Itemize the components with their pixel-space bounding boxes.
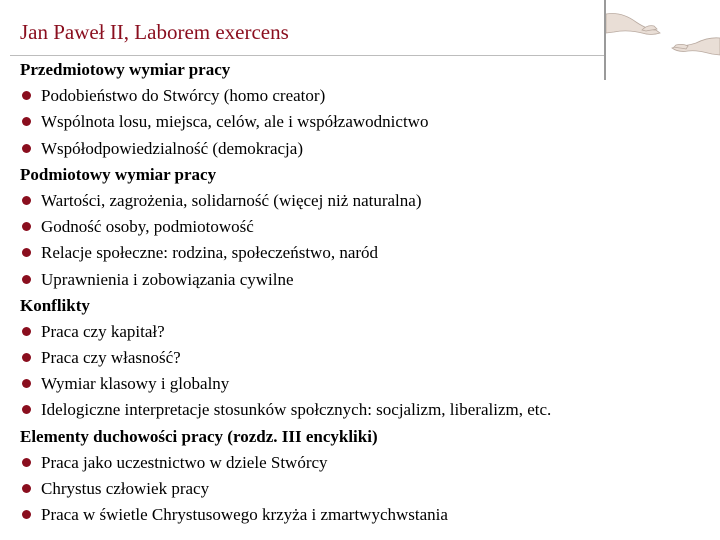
section-heading-conflicts: Konflikty [20, 295, 90, 315]
list-item-text: Podobieństwo do Stwórcy (homo creator) [41, 86, 326, 106]
list-item [20, 397, 710, 423]
list-item [20, 319, 710, 345]
slide-title: Jan Paweł II, Laborem exercens [20, 20, 289, 44]
list-item-text: Wartości, zagrożenia, solidarność (więcej niż naturalna) [41, 190, 422, 210]
list-item-text: Współodpowiedzialność (demokracja) [41, 138, 303, 158]
bullet-dot-icon [22, 458, 31, 467]
list-item [20, 240, 710, 266]
list-item [20, 83, 710, 109]
list-item [20, 371, 710, 397]
list-item-text: Praca jako uczestnictwo w dziele Stwórcy [41, 452, 328, 472]
list-item-text: Godność osoby, podmiotowość [41, 217, 254, 237]
list-item-text: Chrystus człowiek pracy [41, 479, 210, 498]
slide-body [20, 57, 710, 528]
bullet-dot-icon [22, 222, 31, 231]
bullet-dot-icon [22, 327, 31, 336]
list-item [20, 109, 710, 135]
bullet-dot-icon [22, 117, 31, 126]
list-item-text: Praca czy kapitał? [41, 321, 165, 341]
bullet-dot-icon [22, 379, 31, 388]
bullet-dot-icon [22, 91, 31, 100]
list-item-text: Wymiar klasowy i globalny [41, 374, 230, 394]
title-divider [10, 55, 604, 56]
bullet-dot-icon [22, 353, 31, 362]
section-heading-spirituality: Elementy duchowości pracy (rozdz. III encykliki) [20, 426, 378, 446]
list-item-text: Praca w świetle Chrystusowego krzyża i zmartwychwstania [41, 505, 448, 525]
list-item [20, 214, 710, 240]
bullet-dot-icon [22, 248, 31, 257]
list-item [20, 267, 710, 293]
list-item [20, 136, 710, 162]
bullet-dot-icon [22, 405, 31, 414]
list-item-text: Uprawnienia i zobowiązania cywilne [41, 269, 294, 289]
list-item [20, 345, 710, 371]
bullet-dot-icon [22, 275, 31, 284]
list-item-text: Praca czy własność? [41, 348, 181, 368]
list-item [20, 188, 710, 214]
list-item [20, 502, 710, 528]
section-heading-subjective: Podmiotowy wymiar pracy [20, 164, 217, 184]
bullet-dot-icon [22, 196, 31, 205]
bullet-dot-icon [22, 510, 31, 519]
list-item-text: Idelogiczne interpretacje stosunków społcznych: socjalizm, liberalizm, etc. [41, 400, 552, 420]
section-heading-objective: Przedmiotowy wymiar pracy [20, 60, 231, 79]
bullet-dot-icon [22, 144, 31, 153]
list-item-text: Wspólnota losu, miejsca, celów, ale i współzawodnictwo [41, 112, 429, 132]
list-item-text: Relacje społeczne: rodzina, społeczeństwo, naród [41, 243, 379, 263]
list-item [20, 450, 710, 476]
list-item [20, 476, 710, 502]
bullet-dot-icon [22, 484, 31, 493]
